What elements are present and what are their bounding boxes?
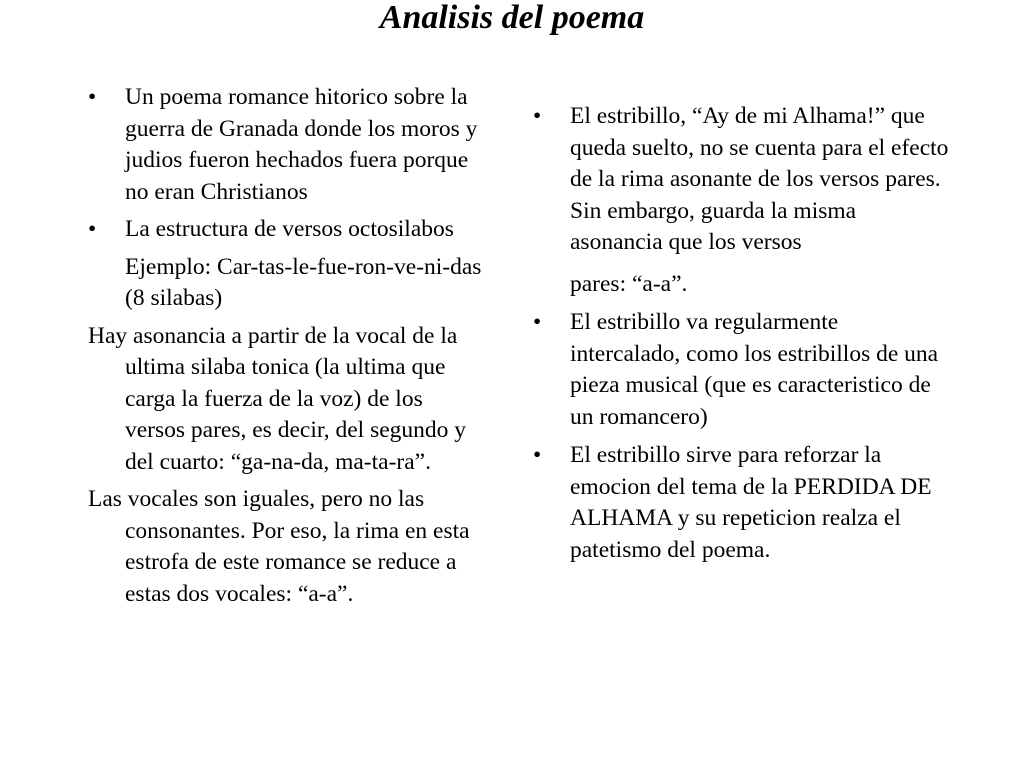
slide-title: Analisis del poema: [379, 0, 645, 36]
bullet-text: La estructura de versos octosilabos: [125, 216, 454, 242]
vowels-paragraph: Las vocales son iguales, pero no las consonantes. Por eso, la rima en esta estrofa de este romance se reduce a estas dos vocales: “a-a”.: [88, 486, 470, 607]
bullet-icon: •: [533, 309, 542, 335]
bullet-item-historical-romance: [88, 82, 483, 208]
bullet-icon: •: [533, 442, 542, 468]
bullet-item-refrain-rhyme: [533, 101, 953, 300]
bullet-text: El estribillo, “Ay de mi Alhama!” que queda suelto, no se cuenta para el efecto de la rima asonante de los versos pares. Sin embargo, guarda la misma asonancia que los versos: [570, 103, 949, 255]
bullet-text-end: pares: “a-a”.: [570, 270, 688, 297]
bullet-text: El estribillo va regularmente intercalado, como los estribillos de una pieza musical (que es caracteristico de un romancero): [570, 309, 939, 430]
bullet-icon: •: [88, 216, 97, 242]
bullet-text: Un poema romance hitorico sobre la guerra de Granada donde los moros y judios fueron hechados fuera porque no eran Christianos: [125, 84, 478, 205]
left-column: [88, 82, 483, 616]
bullet-item-refrain-emotion: [533, 440, 953, 566]
assonance-paragraph: Hay asonancia a partir de la vocal de la ultima silaba tonica (la ultima que carga la fuerza de la voz) de los versos pares, es decir, del segundo y del cuarto: “ga-na-da, ma-ta-ra”.: [88, 322, 467, 475]
bullet-text: El estribillo sirve para reforzar la emocion del tema de la PERDIDA DE ALHAMA y su repeticion realza el patetismo del poema.: [570, 442, 932, 563]
bullet-icon: •: [533, 103, 542, 129]
bullet-icon: •: [88, 84, 97, 110]
bullet-item-verse-structure: [88, 214, 483, 246]
example-text: Ejemplo: Car-tas-le-fue-ron-ve-ni-das (8 silabas): [125, 253, 482, 311]
right-column: [533, 101, 953, 573]
bullet-item-refrain-interleaved: [533, 307, 953, 433]
